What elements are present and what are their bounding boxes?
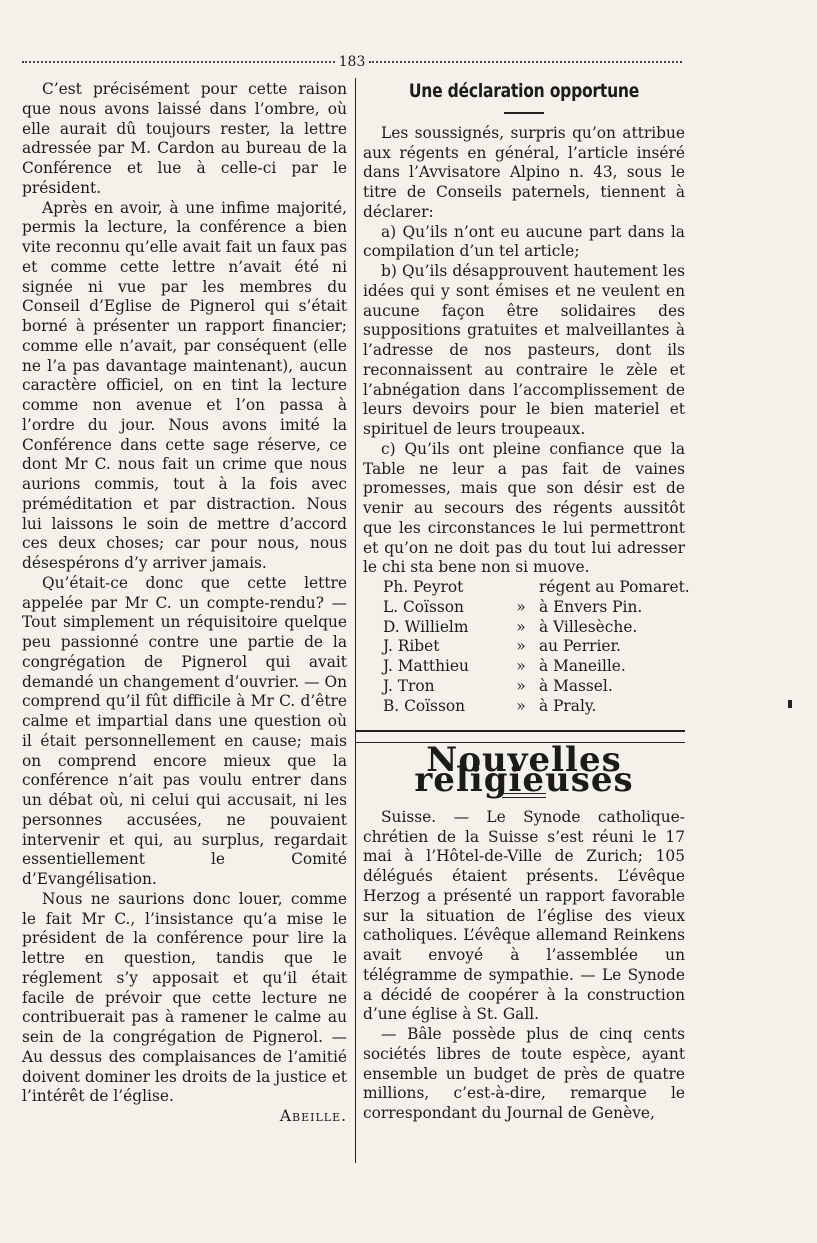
author-signature: Abeille. <box>279 1107 347 1125</box>
paragraph: Qu’était-ce donc que cette lettre appelée par Mr C. un compte-rendu? — Tout simplement un réquisitoire quelque peu passionné contre une partie de la congrégation de Pignerol qui avait demandé un changement d’ouvrier. — On comprend qu’il fût difficile à Mr C. d’être calme et impartial dans une question où il était personnellement en cause; mais on comprend encore mieux que la conférence n’ait pas voulu entrer dans un débat où, ni celui qui accusait, ni les personnes accusées, ne pouvaient intervenir et qui, au surplus, regardait essentiellement le Comité d’Evangélisation. <box>22 573 347 888</box>
article-title: Une déclaration opportune <box>408 80 640 102</box>
signatory-name: J. Ribet <box>383 637 440 656</box>
signatory-row <box>383 677 685 697</box>
signatory-row <box>383 618 685 638</box>
section-rule <box>355 730 685 732</box>
declaration-point-b: b) Qu’ils désapprouvent hautement les idées qui y sont émises et ne veulent en aucune façon être solidaires des suppositions gratuites et malveillantes à l’adresse de nos pasteurs, dont ils reconnaissent au contraire le zèle et l’abnégation dans l’accomplissement de leurs devoirs pour le bien materiel et spirituel de leurs troupeaux. <box>363 262 685 438</box>
paragraph-text: Nous ne saurions donc louer, comme le fait Mr C., l’insistance qu’a mise le président de la conférence pour lire la lettre en question, tandis que le réglement s’y apposait et qu’il était facile de prévoir que cette lecture ne contribuerait pas à ramener le calme au sein de la congrégation de Pignerol. — Au dessus des complaisances de l’amitié doivent dominer les droits de la justice et l’intérêt de l’église. <box>22 889 347 1106</box>
signatory-place: au Perrier. <box>539 637 622 656</box>
signatory-name: J. Matthieu <box>383 657 469 675</box>
paragraph-last <box>22 890 347 1107</box>
left-column <box>22 80 347 1127</box>
signatory-mark: » <box>516 676 526 695</box>
paragraph: C’est précisément pour cette raison que nous avons laissé dans l’ombre, où elle aurait dû toujours rester, la lettre adressée par M. Cardon au bureau de la Conférence et lue à celle-ci par le président. <box>22 80 347 197</box>
signatory-name: J. Tron <box>383 676 435 695</box>
signatory-name: L. Coïsson <box>383 597 464 616</box>
page-header <box>22 52 682 72</box>
signatories-list <box>363 578 690 716</box>
signatory-row <box>383 657 685 677</box>
signatory-mark: » <box>516 617 526 636</box>
news-item: — Bâle possède plus de cinq cents sociétés libres de toute espèce, ayant ensemble un budget de près de quatre millions, c’est-à-dire, remarque le correspondant du Journal de Genève, <box>363 1025 685 1122</box>
signatory-place: à Villesèche. <box>539 617 638 636</box>
signatory-mark: » <box>516 637 526 656</box>
signatory-mark: » <box>516 696 526 715</box>
signatory-mark: » <box>516 657 526 675</box>
signatory-place: à Envers Pin. <box>539 597 643 616</box>
signatory-place: régent au Pomaret. <box>539 578 690 596</box>
margin-mark <box>788 700 792 708</box>
signatory-row <box>383 598 685 618</box>
declaration-point-c: c) Qu’ils ont pleine confiance que la Table ne leur a pas fait de vaines promesses, mais que son désir est de venir au secours des régents aussitôt que les circonstances le lui permettront et qu’on ne doit pas du tout lui adresser le chi sta bene non si muove. <box>363 439 685 577</box>
author-line <box>22 1107 347 1127</box>
title-rule <box>504 112 544 114</box>
column-divider <box>355 78 356 1163</box>
signatory-name: Ph. Peyrot <box>383 578 464 596</box>
right-column <box>363 80 690 1124</box>
signatory-row <box>383 578 690 598</box>
signatory-place: à Praly. <box>539 696 597 715</box>
declaration-point-a: a) Qu’ils n’ont eu aucune part dans la compilation d’un tel article; <box>363 222 685 261</box>
paragraph: Après en avoir, à une infime majorité, permis la lecture, la conférence a bien vite reconnu qu’elle avait fait un faux pas et comme cette lettre n’avait été ni signée ni vue par les membres du Conseil d’Eglise de Pignerol qui s’était borné à présenter un rapport financier; comme elle n’avait, par conséquent (elle ne l’a pas davantage maintenant), aucun caractère officiel, on en tint la lecture comme non avenue et l’on passa à l’ordre du jour. Nous avons imité la Conférence dans cette sage réserve, ce dont Mr C. nous fait un crime que nous aurions commis, tout à la fois avec préméditation et par distraction. Nous lui laissons le soin de mettre d’accord ces deux choses; car pour nous, nous désespérons d’y arriver jamais. <box>22 198 347 572</box>
header-rule-right <box>369 61 682 63</box>
signatory-place: à Maneille. <box>539 657 626 675</box>
signatory-mark <box>503 578 539 598</box>
signatory-row <box>383 637 685 657</box>
signatory-row <box>383 697 685 717</box>
page-number: 183 <box>338 54 366 70</box>
header-rule-left <box>22 61 335 63</box>
declaration-intro: Les soussignés, surpris qu’on attribue aux régents en général, l’article inséré dans l’Avvisatore Alpino n. 43, sous le titre de Conseils paternels, tiennent à déclarer: <box>363 123 685 221</box>
signatory-name: B. Coïsson <box>383 696 466 715</box>
signatory-mark: » <box>516 597 526 616</box>
news-item: Suisse. — Le Synode catholique-chrétien de la Suisse s’est réuni le 17 mai à l’Hôtel-de-Ville de Zurich; 105 délégués étaient présents. L’évêque Herzog a présenté un rapport favorable sur la situation de l’église des vieux catholiques. L’évêque allemand Reinkens avait envoyé à l’assemblée un télégramme de sympathie. — Le Synode a décidé de coopérer à la construction d’une église à St. Gall. <box>363 807 685 1024</box>
section-title: Nouvelles religieuses <box>414 740 634 800</box>
signatory-place: à Massel. <box>539 676 613 695</box>
signatory-name: D. Willielm <box>383 617 469 636</box>
